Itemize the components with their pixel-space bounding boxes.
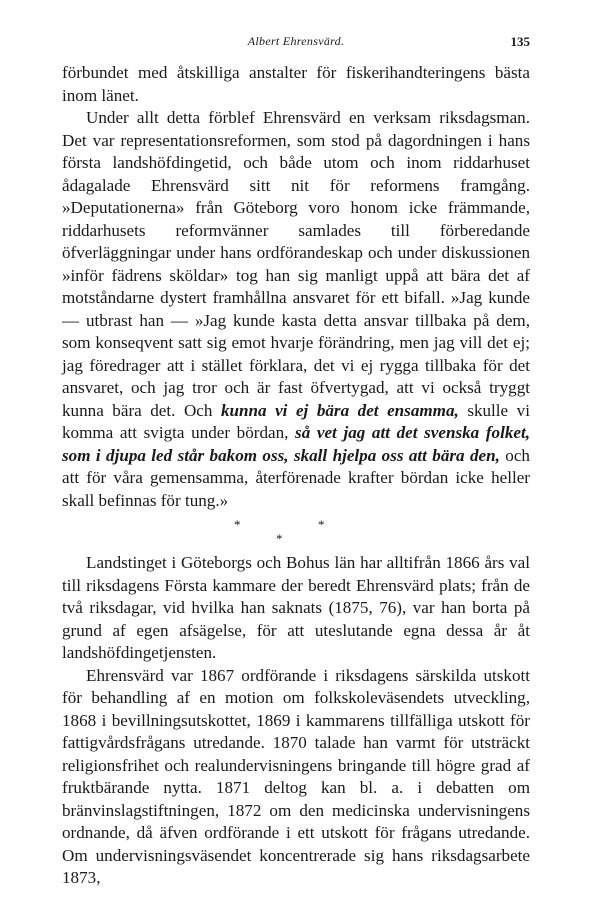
- body-text: [62, 62, 530, 890]
- asterism-star: *: [234, 517, 241, 532]
- section-asterism: [62, 512, 530, 552]
- running-head: Albert Ehrensvärd.: [247, 34, 345, 48]
- paragraph-2-emphasis: kunna vi ej bära det ensamma,: [220, 400, 459, 420]
- paragraph-2-text: Under allt detta förblef Ehrensvärd en verksam riksdagsman. Det var representationsreformen, som stod på dagordningen i hans första landshöfdingetid, och både utom och inom riddarhuset ådagalade Ehrensvärd sitt nit för reformens framgång. »Deputationerna» från Göteborg voro honom icke främmande, riddarhusets reformvänner samlades till förberedande öfverläggningar under hans ordförandeskap och under diskussionen »inför fädrens sköldar» tog han sig manligt uppå att bära det af motståndarne dystert framhållna ansvaret för ett bifall. »Jag kunde — utbrast han — »Jag kunde kasta detta ansvar tillbaka på dem, som konseqvent satt sig emot hvarje förändring, men jag vill det ej; jag föredrager att i stället förklara, det vi ej rygga tillbaka för det ansvaret, och jag tror och är fast öfvertygad, att vi också tryggt kunna bära det. Och: [62, 108, 530, 420]
- asterism-star: *: [276, 531, 283, 546]
- paragraph-4: Ehrensvärd var 1867 ordförande i riksdagens särskilda utskott för behandling af en motion om folkskoleväsendets utveckling, 1868 i bevillningsutskottet, 1869 i kammarens tillfälliga utskott för fattigvårdsfrågans utredande. 1870 talade han varmt för utsträckt religionsfrihet och realundervisningens bringande till högre grad af fruktbärande nytta. 1871 deltog kan bl. a. i debatten om bränvinslagstiftningen, 1872 om den medicinska undervisningens ordnande, då äfven ordförande i ett utskott för frågans utredande. Om undervisningsväsendet koncentrerade sig hans riksdagsarbete 1873,: [62, 665, 530, 887]
- paragraph-2-emphasis-2: så vet jag att det svenska folket, som i djupa led står bakom oss, skall hjelpa oss att bära den,: [62, 423, 530, 465]
- paragraph-3: Landstinget i Göteborgs och Bohus län har alltifrån 1866 års val till riksdagens Första kammare der beredt Ehrensvärd plats; från de två riksdagar, vid hvilka han saknats (1875, 76), var han borta på grund af egen afsägelse, för att uteslutande egna dessa år åt landshöfdingetjensten.: [62, 553, 530, 662]
- asterism-star: *: [318, 517, 325, 532]
- page-header: [62, 34, 530, 54]
- paragraph-2-middle: skulle vi komma att svigta under bördan,: [62, 400, 530, 442]
- paragraph-2-end: och att för våra gemensamma, återförenade krafter bördan icke heller skall befinnas för tung.»: [62, 445, 530, 510]
- paragraph-2: [62, 107, 530, 512]
- paragraph-1: förbundet med åtskilliga anstalter för fiskerihandteringens bästa inom länet.: [62, 63, 530, 105]
- page-number: 135: [510, 34, 530, 49]
